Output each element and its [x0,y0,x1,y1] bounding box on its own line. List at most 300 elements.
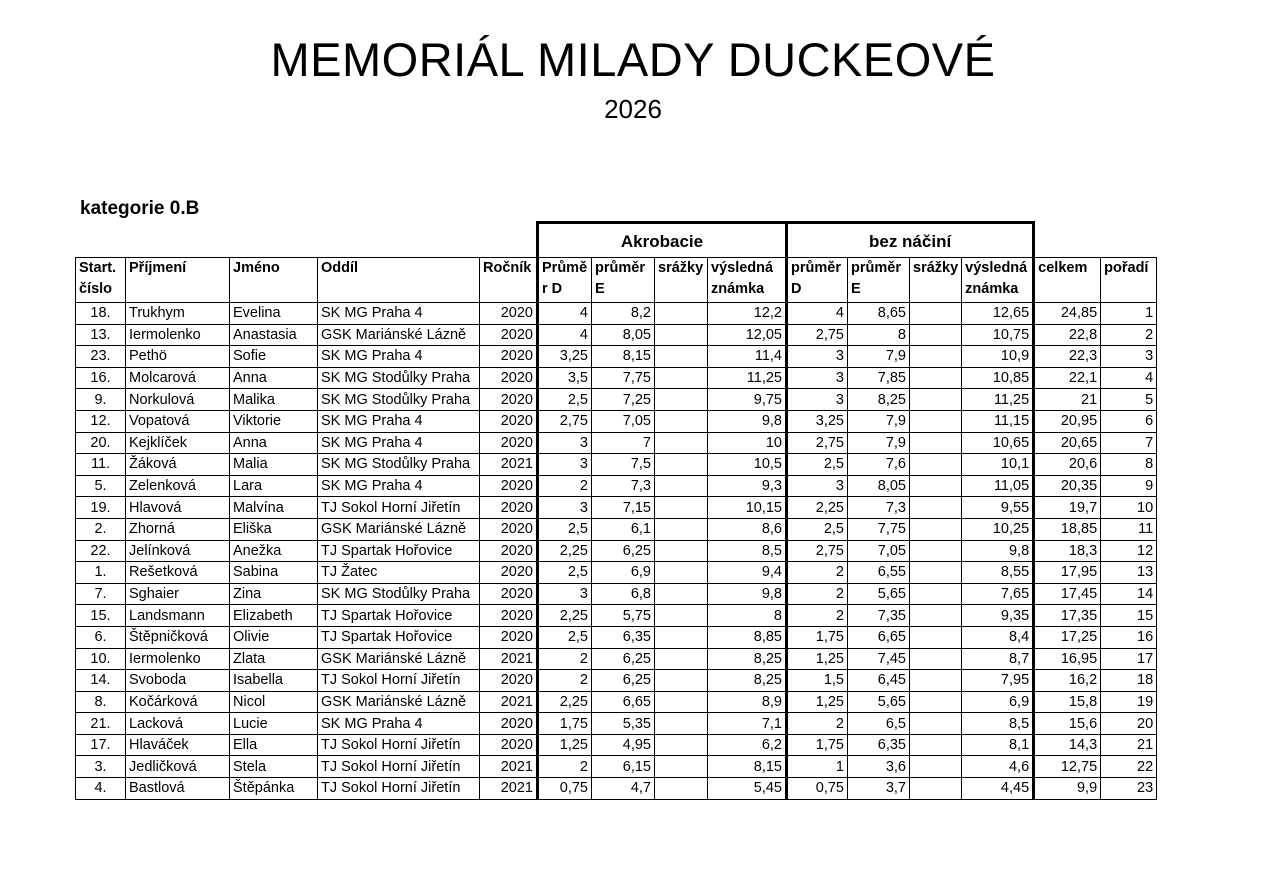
table-row [76,324,1157,346]
cell-club: GSK Mariánské Lázně [318,518,480,540]
cell-bez-srazky [910,670,962,692]
cell-rank: 21 [1101,734,1157,756]
cell-start-number: 13. [76,324,126,346]
cell-total: 20,35 [1034,475,1101,497]
cell-total: 17,25 [1034,626,1101,648]
cell-total: 17,35 [1034,605,1101,627]
cell-akro-d: 3 [538,432,592,454]
col-header-jmeno: Jméno [230,258,318,303]
col-header-bez-e: průměr E [848,258,910,303]
cell-first-name: Malika [230,389,318,411]
cell-surname: Vopatová [126,410,230,432]
cell-akro-srazky [655,475,708,497]
cell-first-name: Lucie [230,713,318,735]
cell-bez-e: 7,6 [848,454,910,476]
cell-bez-d: 3,25 [787,410,848,432]
cell-first-name: Anna [230,432,318,454]
cell-total: 20,95 [1034,410,1101,432]
cell-bez-srazky [910,778,962,800]
cell-first-name: Zina [230,583,318,605]
cell-first-name: Malia [230,454,318,476]
cell-bez-vysledna: 8,55 [962,562,1034,584]
cell-first-name: Nicol [230,691,318,713]
cell-bez-d: 1,75 [787,626,848,648]
cell-akro-e: 4,7 [592,778,655,800]
cell-rank: 11 [1101,518,1157,540]
cell-akro-srazky [655,389,708,411]
cell-akro-d: 2,75 [538,410,592,432]
cell-bez-srazky [910,713,962,735]
cell-first-name: Malvína [230,497,318,519]
cell-bez-vysledna: 10,75 [962,324,1034,346]
cell-bez-srazky [910,562,962,584]
cell-surname: Kočárková [126,691,230,713]
cell-bez-vysledna: 8,4 [962,626,1034,648]
cell-bez-e: 6,65 [848,626,910,648]
cell-bez-vysledna: 8,1 [962,734,1034,756]
table-row [76,346,1157,368]
cell-club: SK MG Praha 4 [318,475,480,497]
cell-akro-srazky [655,605,708,627]
cell-surname: Lacková [126,713,230,735]
cell-start-number: 15. [76,605,126,627]
cell-bez-e: 3,7 [848,778,910,800]
cell-akro-vysledna: 8,85 [708,626,787,648]
cell-akro-e: 8,05 [592,324,655,346]
cell-total: 22,8 [1034,324,1101,346]
cell-total: 17,45 [1034,583,1101,605]
cell-bez-e: 7,9 [848,432,910,454]
cell-bez-e: 7,35 [848,605,910,627]
cell-bez-srazky [910,540,962,562]
cell-bez-d: 2 [787,562,848,584]
cell-akro-srazky [655,648,708,670]
cell-akro-srazky [655,497,708,519]
table-row [76,410,1157,432]
results-table [75,221,1157,800]
cell-start-number: 4. [76,778,126,800]
cell-akro-e: 6,35 [592,626,655,648]
cell-rank: 8 [1101,454,1157,476]
cell-bez-vysledna: 10,25 [962,518,1034,540]
cell-bez-d: 2,75 [787,540,848,562]
cell-club: TJ Žatec [318,562,480,584]
cell-rank: 10 [1101,497,1157,519]
cell-surname: Trukhym [126,303,230,325]
table-row [76,367,1157,389]
table-row [76,389,1157,411]
cell-bez-srazky [910,303,962,325]
table-row [76,583,1157,605]
cell-bez-vysledna: 6,9 [962,691,1034,713]
cell-first-name: Ella [230,734,318,756]
cell-surname: Hlavová [126,497,230,519]
cell-birth-year: 2020 [480,346,538,368]
cell-bez-e: 7,3 [848,497,910,519]
cell-surname: Štěpničková [126,626,230,648]
cell-akro-d: 2,25 [538,691,592,713]
cell-akro-d: 4 [538,303,592,325]
cell-birth-year: 2020 [480,410,538,432]
cell-club: TJ Sokol Horní Jiřetín [318,756,480,778]
cell-bez-vysledna: 10,85 [962,367,1034,389]
cell-surname: Zelenková [126,475,230,497]
cell-akro-vysledna: 8 [708,605,787,627]
cell-rank: 17 [1101,648,1157,670]
cell-birth-year: 2020 [480,367,538,389]
cell-akro-e: 8,2 [592,303,655,325]
col-header-oddil: Oddíl [318,258,480,303]
cell-bez-e: 7,9 [848,410,910,432]
table-row [76,518,1157,540]
cell-surname: Molcarová [126,367,230,389]
cell-rank: 12 [1101,540,1157,562]
cell-total: 20,65 [1034,432,1101,454]
col-header-akro-vysledna: výsledná známka [708,258,787,303]
cell-club: GSK Mariánské Lázně [318,691,480,713]
cell-akro-srazky [655,324,708,346]
cell-start-number: 16. [76,367,126,389]
cell-akro-e: 5,75 [592,605,655,627]
cell-club: TJ Spartak Hořovice [318,626,480,648]
cell-bez-e: 6,45 [848,670,910,692]
cell-bez-d: 1,25 [787,648,848,670]
cell-rank: 20 [1101,713,1157,735]
column-header-row [76,258,1157,303]
cell-akro-vysledna: 9,4 [708,562,787,584]
table-row [76,605,1157,627]
cell-birth-year: 2020 [480,324,538,346]
cell-total: 19,7 [1034,497,1101,519]
cell-club: TJ Sokol Horní Jiřetín [318,497,480,519]
cell-rank: 15 [1101,605,1157,627]
cell-bez-d: 0,75 [787,778,848,800]
cell-bez-srazky [910,367,962,389]
cell-first-name: Anastasia [230,324,318,346]
cell-bez-vysledna: 4,6 [962,756,1034,778]
cell-akro-d: 3 [538,454,592,476]
cell-club: TJ Spartak Hořovice [318,605,480,627]
cell-bez-e: 7,45 [848,648,910,670]
cell-bez-srazky [910,756,962,778]
cell-bez-vysledna: 11,05 [962,475,1034,497]
category-label: kategorie 0.B [80,198,200,219]
cell-bez-d: 2,25 [787,497,848,519]
cell-akro-vysledna: 11,4 [708,346,787,368]
cell-bez-d: 3 [787,346,848,368]
cell-bez-vysledna: 10,9 [962,346,1034,368]
cell-bez-d: 2,75 [787,432,848,454]
cell-rank: 23 [1101,778,1157,800]
cell-akro-srazky [655,454,708,476]
cell-bez-vysledna: 8,7 [962,648,1034,670]
cell-rank: 7 [1101,432,1157,454]
cell-akro-e: 6,25 [592,540,655,562]
table-row [76,475,1157,497]
cell-start-number: 18. [76,303,126,325]
cell-start-number: 22. [76,540,126,562]
cell-bez-srazky [910,648,962,670]
cell-akro-d: 1,75 [538,713,592,735]
cell-club: SK MG Praha 4 [318,410,480,432]
cell-akro-e: 6,8 [592,583,655,605]
cell-bez-vysledna: 11,15 [962,410,1034,432]
cell-rank: 1 [1101,303,1157,325]
cell-rank: 5 [1101,389,1157,411]
cell-akro-vysledna: 8,9 [708,691,787,713]
cell-birth-year: 2020 [480,540,538,562]
cell-bez-e: 6,35 [848,734,910,756]
cell-start-number: 17. [76,734,126,756]
cell-bez-vysledna: 9,55 [962,497,1034,519]
cell-total: 15,8 [1034,691,1101,713]
cell-club: TJ Spartak Hořovice [318,540,480,562]
cell-club: TJ Sokol Horní Jiřetín [318,670,480,692]
cell-bez-e: 8,25 [848,389,910,411]
cell-akro-vysledna: 10,5 [708,454,787,476]
cell-bez-srazky [910,691,962,713]
cell-birth-year: 2020 [480,605,538,627]
col-header-akro-e: průměr E [592,258,655,303]
cell-rank: 6 [1101,410,1157,432]
cell-akro-srazky [655,756,708,778]
cell-bez-e: 5,65 [848,583,910,605]
col-header-celkem: celkem [1034,258,1101,303]
cell-birth-year: 2020 [480,670,538,692]
cell-akro-d: 3,5 [538,367,592,389]
cell-akro-d: 3 [538,497,592,519]
table-row [76,626,1157,648]
cell-bez-e: 7,75 [848,518,910,540]
cell-birth-year: 2020 [480,497,538,519]
table-row [76,648,1157,670]
cell-bez-vysledna: 10,65 [962,432,1034,454]
cell-akro-d: 4 [538,324,592,346]
cell-akro-e: 7 [592,432,655,454]
cell-bez-d: 3 [787,475,848,497]
cell-rank: 13 [1101,562,1157,584]
cell-surname: Rešetková [126,562,230,584]
cell-start-number: 10. [76,648,126,670]
cell-surname: Iermolenko [126,648,230,670]
cell-bez-vysledna: 9,35 [962,605,1034,627]
cell-club: SK MG Praha 4 [318,432,480,454]
cell-surname: Landsmann [126,605,230,627]
cell-birth-year: 2021 [480,454,538,476]
cell-akro-d: 2,5 [538,389,592,411]
cell-birth-year: 2020 [480,432,538,454]
cell-akro-e: 7,75 [592,367,655,389]
cell-akro-e: 6,65 [592,691,655,713]
cell-akro-srazky [655,367,708,389]
cell-akro-d: 2,5 [538,562,592,584]
cell-bez-d: 2,5 [787,454,848,476]
cell-bez-srazky [910,432,962,454]
cell-total: 21 [1034,389,1101,411]
event-year: 2026 [604,94,662,124]
cell-akro-srazky [655,691,708,713]
cell-akro-e: 8,15 [592,346,655,368]
cell-birth-year: 2020 [480,713,538,735]
cell-bez-srazky [910,389,962,411]
cell-bez-srazky [910,346,962,368]
cell-surname: Svoboda [126,670,230,692]
cell-akro-d: 2 [538,648,592,670]
cell-club: GSK Mariánské Lázně [318,324,480,346]
cell-club: SK MG Stodůlky Praha [318,583,480,605]
col-header-start: Start. číslo [76,258,126,303]
cell-akro-vysledna: 10,15 [708,497,787,519]
col-header-rocnik: Ročník [480,258,538,303]
cell-akro-srazky [655,626,708,648]
cell-total: 12,75 [1034,756,1101,778]
cell-surname: Iermolenko [126,324,230,346]
cell-akro-d: 0,75 [538,778,592,800]
cell-akro-d: 3 [538,583,592,605]
cell-akro-d: 2,5 [538,626,592,648]
cell-rank: 4 [1101,367,1157,389]
cell-bez-e: 8,05 [848,475,910,497]
cell-surname: Jelínková [126,540,230,562]
cell-start-number: 5. [76,475,126,497]
cell-akro-srazky [655,713,708,735]
cell-bez-d: 2,75 [787,324,848,346]
cell-bez-e: 8,65 [848,303,910,325]
cell-rank: 2 [1101,324,1157,346]
cell-bez-srazky [910,454,962,476]
table-row [76,734,1157,756]
cell-first-name: Sofie [230,346,318,368]
cell-total: 17,95 [1034,562,1101,584]
group-akrobacie: Akrobacie [538,223,787,258]
col-header-bez-srazky: srážky [910,258,962,303]
cell-birth-year: 2020 [480,562,538,584]
cell-akro-srazky [655,303,708,325]
cell-rank: 3 [1101,346,1157,368]
table-row [76,497,1157,519]
cell-surname: Bastlová [126,778,230,800]
cell-first-name: Lara [230,475,318,497]
cell-start-number: 7. [76,583,126,605]
cell-first-name: Isabella [230,670,318,692]
cell-bez-srazky [910,583,962,605]
cell-akro-e: 7,3 [592,475,655,497]
cell-akro-vysledna: 5,45 [708,778,787,800]
cell-total: 9,9 [1034,778,1101,800]
cell-bez-vysledna: 12,65 [962,303,1034,325]
cell-start-number: 11. [76,454,126,476]
cell-akro-d: 2,25 [538,540,592,562]
cell-bez-vysledna: 4,45 [962,778,1034,800]
cell-akro-e: 6,9 [592,562,655,584]
cell-birth-year: 2021 [480,778,538,800]
cell-akro-srazky [655,432,708,454]
table-row [76,691,1157,713]
cell-birth-year: 2020 [480,303,538,325]
cell-akro-e: 7,5 [592,454,655,476]
cell-akro-d: 2,5 [538,518,592,540]
table-row [76,540,1157,562]
cell-total: 24,85 [1034,303,1101,325]
cell-bez-d: 1 [787,756,848,778]
col-header-bez-vysledna: výsledná známka [962,258,1034,303]
cell-akro-d: 3,25 [538,346,592,368]
cell-bez-e: 7,9 [848,346,910,368]
cell-akro-d: 2 [538,756,592,778]
cell-akro-srazky [655,410,708,432]
cell-akro-vysledna: 11,25 [708,367,787,389]
cell-akro-vysledna: 12,2 [708,303,787,325]
cell-bez-e: 3,6 [848,756,910,778]
cell-akro-vysledna: 8,5 [708,540,787,562]
cell-club: SK MG Stodůlky Praha [318,367,480,389]
cell-start-number: 8. [76,691,126,713]
cell-surname: Pethö [126,346,230,368]
cell-birth-year: 2020 [480,734,538,756]
cell-bez-vysledna: 10,1 [962,454,1034,476]
cell-first-name: Anna [230,367,318,389]
table-row [76,454,1157,476]
cell-start-number: 14. [76,670,126,692]
cell-akro-e: 5,35 [592,713,655,735]
table-row [76,670,1157,692]
cell-birth-year: 2020 [480,475,538,497]
cell-first-name: Sabina [230,562,318,584]
cell-akro-vysledna: 8,15 [708,756,787,778]
cell-start-number: 1. [76,562,126,584]
cell-akro-e: 6,1 [592,518,655,540]
cell-akro-vysledna: 8,25 [708,648,787,670]
cell-bez-srazky [910,605,962,627]
cell-bez-e: 7,05 [848,540,910,562]
cell-rank: 18 [1101,670,1157,692]
cell-birth-year: 2020 [480,583,538,605]
cell-surname: Norkulová [126,389,230,411]
cell-akro-e: 6,25 [592,670,655,692]
cell-bez-srazky [910,410,962,432]
cell-first-name: Olivie [230,626,318,648]
cell-bez-d: 1,25 [787,691,848,713]
cell-surname: Jedličková [126,756,230,778]
cell-akro-e: 6,25 [592,648,655,670]
cell-akro-e: 4,95 [592,734,655,756]
cell-akro-vysledna: 7,1 [708,713,787,735]
cell-bez-vysledna: 9,8 [962,540,1034,562]
cell-akro-vysledna: 9,3 [708,475,787,497]
cell-bez-e: 6,5 [848,713,910,735]
group-header-row [76,223,1157,258]
cell-first-name: Anežka [230,540,318,562]
cell-bez-srazky [910,497,962,519]
cell-surname: Žáková [126,454,230,476]
cell-bez-vysledna: 8,5 [962,713,1034,735]
table-row [76,713,1157,735]
cell-akro-srazky [655,346,708,368]
cell-total: 18,3 [1034,540,1101,562]
cell-bez-d: 2 [787,583,848,605]
cell-bez-d: 4 [787,303,848,325]
cell-bez-e: 8 [848,324,910,346]
cell-akro-e: 7,15 [592,497,655,519]
page-title: MEMORIÁL MILADY DUCKEOVÉ [270,33,996,86]
cell-surname: Hlaváček [126,734,230,756]
cell-akro-vysledna: 8,25 [708,670,787,692]
cell-akro-vysledna: 8,6 [708,518,787,540]
table-row [76,562,1157,584]
cell-rank: 16 [1101,626,1157,648]
cell-birth-year: 2021 [480,691,538,713]
cell-club: SK MG Praha 4 [318,346,480,368]
